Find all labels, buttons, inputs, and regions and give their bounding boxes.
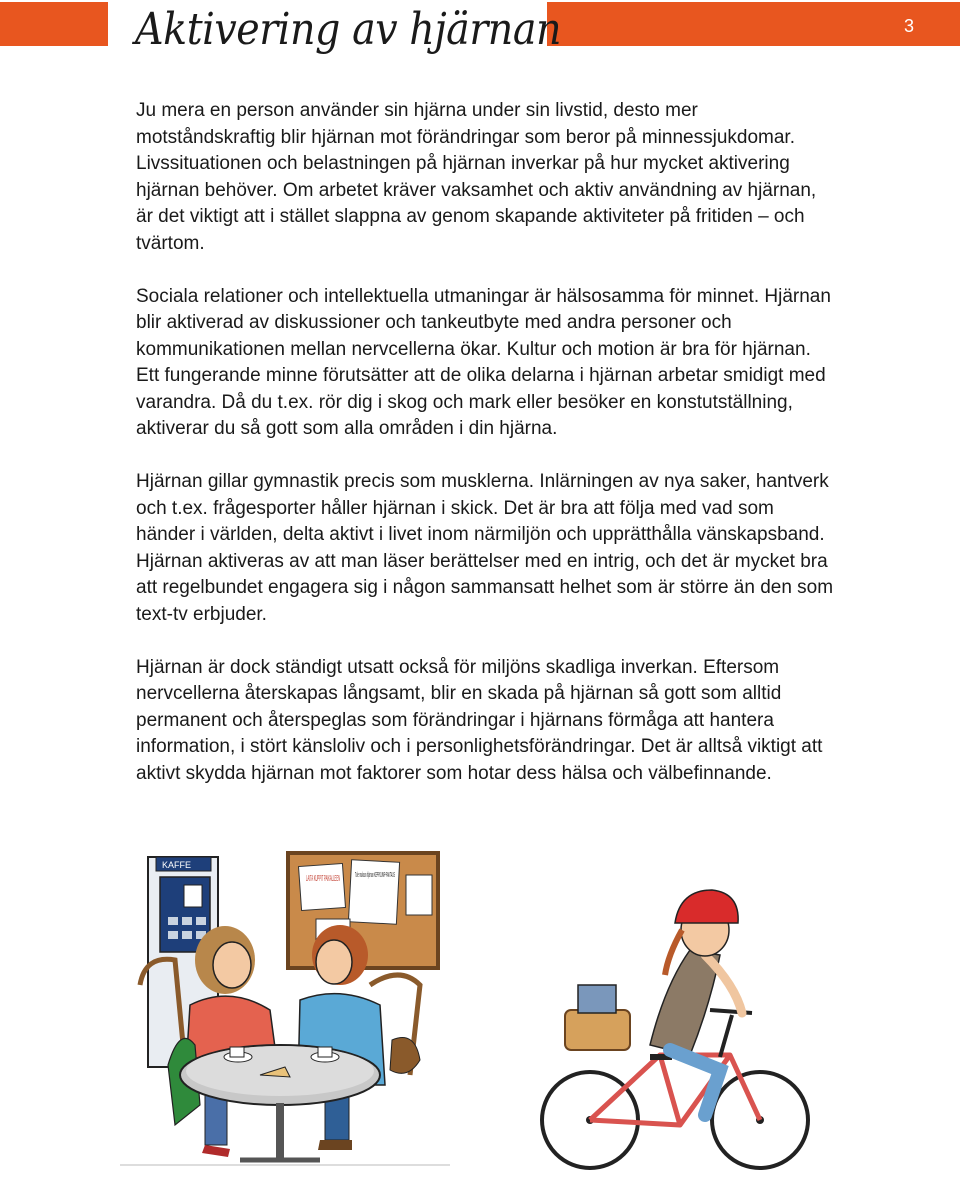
page-title: Aktivering av hjärnan [135,4,562,55]
cartoon-illustration [120,835,820,1185]
header-accent-bar-left [0,2,108,46]
paragraph-2: Sociala relationer och intellektuella utmaningar är hälsosamma för minnet. Hjärnan blir aktiverad av diskussioner och tankeutbyte med andra personer och kommunikationen mellan nervcellerna ökar. Kultur och motion är bra för hjärnan. Ett fungerande minne förutsätter att de olika delarna i hjärnan arbetar smidigt med varandra. Då du t.ex. rör dig i skog och mark eller besöker en konstutställning, aktiverar du så gott som alla områden i din hjärna. [136,285,831,439]
paragraph-4: Hjärnan är dock ständigt utsatt också för miljöns skadliga inverkan. Eftersom nervcellerna återskapas långsamt, blir en skada på hjärnan så gott som alltid permanent och återspeglas som förändringar i hjärnans förmåga att hantera information, i stört känsloliv och i personlighetsförändringar. Det är alltså viktigt att aktivt skydda hjärnan mot faktorer som hotar dess hälsa och välbefinnande. [136,656,823,784]
header-accent-bar-right [547,2,960,46]
board-note-2: Tule mukaan hjärnan KEPPIJUMP-PAKTAUS [355,872,396,879]
body-text [136,98,836,814]
cyclist [542,890,808,1168]
board-note-1: LAITA KUPPIT PAIKALLEEN [306,874,341,883]
machine-label: KAFFE [162,860,192,870]
page-number: 3 [903,16,914,36]
paragraph-3: Hjärnan gillar gymnastik precis som musklerna. Inlärningen av nya saker, hantverk och t.ex. frågesporter håller hjärnan i skick. Det är bra att följa med vad som händer i världen, delta aktivt i livet inom närmiljön och upprätthålla vänskapsband. Hjärnan aktiveras av att man läser berättelser med en intrig, och det är mycket bra att regelbundet engagera sig i någon sammansatt helhet som är större än den som text-tv erbjuder. [136,471,834,625]
paragraph-1: Ju mera en person använder sin hjärna under sin livstid, desto mer motståndskraftig blir hjärnan mot förändringar som beror på minnessjukdomar. Livssituationen och belastningen på hjärnan inverkar på hur mycket aktivering hjärnan behöver. Om arbetet kräver vaksamhet och aktiv användning av hjärnan, är det viktigt att i stället slappna av genom skapande aktiviteter på fritiden – och tvärtom. [136,100,817,254]
